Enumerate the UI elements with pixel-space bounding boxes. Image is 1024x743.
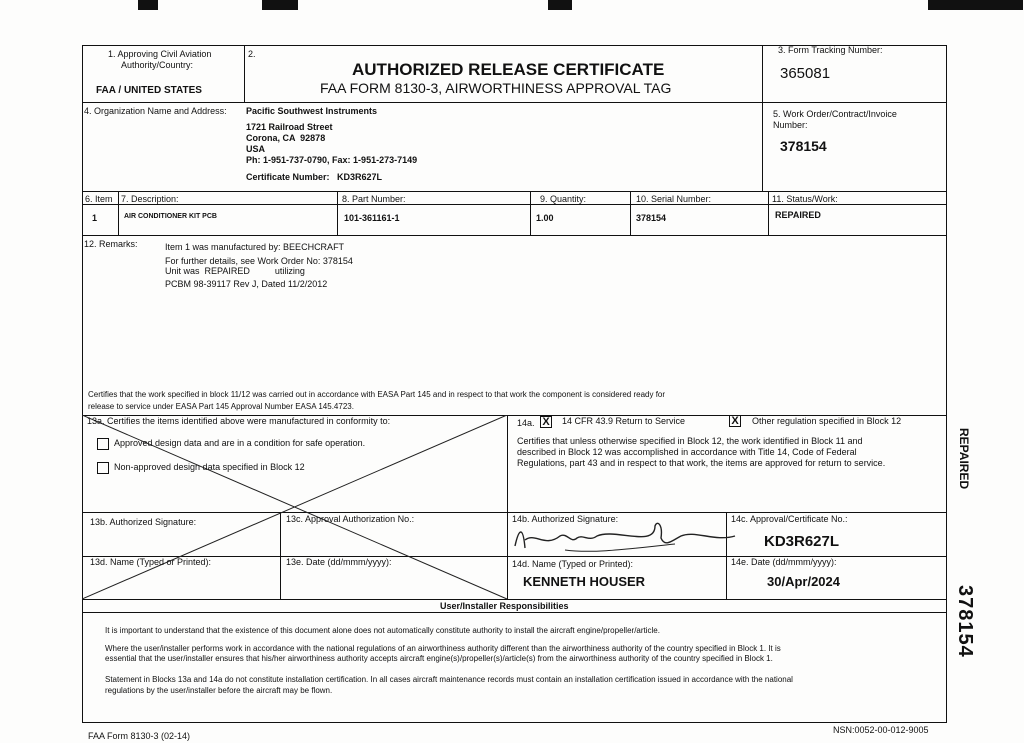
block1-label: Authority/Country:	[121, 60, 194, 70]
work-order-number: 378154	[780, 138, 827, 154]
row-status: REPAIRED	[775, 210, 821, 220]
row-description: AIR CONDITIONER KIT PCB	[124, 213, 217, 220]
page-title: AUTHORIZED RELEASE CERTIFICATE	[352, 60, 665, 79]
block1-label: 1. Approving Civil Aviation	[108, 49, 212, 59]
block13e-label: 13e. Date (dd/mmm/yyyy):	[286, 557, 392, 567]
scan-mark	[928, 0, 1023, 10]
signed-date: 30/Apr/2024	[767, 574, 840, 589]
form-id: FAA Form 8130-3 (02-14)	[88, 731, 191, 741]
row-serial: 378154	[636, 213, 667, 223]
signer-name: KENNETH HOUSER	[523, 574, 646, 589]
remarks-line: PCBM 98-39117 Rev J, Dated 11/2/2012	[165, 279, 328, 289]
nsn-number: NSN:0052-00-012-9005	[833, 725, 929, 735]
row-quantity: 1.00	[536, 213, 554, 223]
remarks-line: For further details, see Work Order No: 378154	[165, 256, 353, 266]
block13c-label: 13c. Approval Authorization No.:	[286, 514, 415, 524]
authority-country: FAA / UNITED STATES	[96, 85, 202, 96]
scan-mark	[548, 0, 572, 10]
block14a-text: Certifies that unless otherwise specified in Block 12, the work identified in Block 11 and	[517, 436, 863, 446]
approval-certificate-number: KD3R627L	[764, 533, 840, 550]
block13a-label: 13a. Certifies the items identified above were manufactured in conformity to:	[87, 416, 391, 426]
block14e-label: 14e. Date (dd/mmm/yyyy):	[731, 557, 837, 567]
org-city: Corona, CA 92878	[246, 133, 326, 143]
block13d-label: 13d. Name (Typed or Printed):	[90, 557, 212, 567]
return-to-service-label: 14 CFR 43.9 Return to Service	[562, 416, 686, 426]
scan-mark	[262, 0, 298, 10]
block14a-label: 14a.	[517, 418, 535, 428]
col-header-quantity: 9. Quantity:	[540, 194, 587, 204]
tracking-number: 365081	[780, 65, 831, 82]
block13b-label: 13b. Authorized Signature:	[90, 517, 197, 527]
remarks-line: Item 1 was manufactured by: BEECHCRAFT	[165, 242, 345, 252]
scan-mark	[138, 0, 158, 10]
col-header-item: 6. Item	[85, 194, 113, 204]
approved-design-checkbox[interactable]	[97, 438, 109, 450]
side-work-order: 378154	[954, 585, 976, 658]
row-item: 1	[92, 213, 98, 223]
col-header-serial: 10. Serial Number:	[636, 194, 712, 204]
easa-statement: Certifies that the work specified in block 11/12 was carried out in accordance with EASA Part 145 and in respect to that work the component is considered ready for	[88, 390, 666, 399]
remarks-line: Unit was REPAIRED utilizing	[165, 266, 305, 276]
block14d-label: 14d. Name (Typed or Printed):	[512, 559, 634, 569]
block14b-label: 14b. Authorized Signature:	[512, 514, 619, 524]
easa-statement: release to service under EASA Part 145 Approval Number EASA 145.4723.	[88, 402, 354, 411]
responsibilities-text: Where the user/installer performs work in accordance with the national regulations of an airworthiness authority different than the airworthiness authority of the country specified in Block 1. It is	[105, 644, 781, 653]
form-subtitle: FAA FORM 8130-3, AIRWORTHINESS APPROVAL TAG	[320, 80, 672, 96]
block14c-label: 14c. Approval/Certificate No.:	[731, 514, 848, 524]
block14a-text: described in Block 12 was accomplished in accordance with Title 14, Code of Federal	[517, 447, 857, 457]
other-regulation-checkbox[interactable]: X	[729, 415, 741, 427]
repaired-stamp: REPAIRED	[957, 428, 971, 490]
org-certificate: Certificate Number: KD3R627L	[246, 172, 383, 182]
responsibilities-text: regulations by the user/installer before the aircraft may be flown.	[105, 686, 333, 695]
block3-label: 3. Form Tracking Number:	[778, 45, 883, 55]
block5-label: 5. Work Order/Contract/Invoice	[773, 109, 897, 119]
col-header-description: 7. Description:	[121, 194, 179, 204]
org-street: 1721 Railroad Street	[246, 122, 333, 132]
signature-image	[505, 518, 755, 558]
non-approved-design-checkbox[interactable]	[97, 462, 109, 474]
block12-label: 12. Remarks:	[84, 239, 138, 249]
org-country: USA	[246, 144, 266, 154]
responsibilities-title: User/Installer Responsibilities	[440, 601, 569, 611]
org-name: Pacific Southwest Instruments	[246, 106, 378, 116]
other-regulation-label: Other regulation specified in Block 12	[752, 416, 902, 426]
responsibilities-text: Statement in Blocks 13a and 14a do not constitute installation certification. In all cases aircraft maintenance records must contain an installation certification issued in accordance with the national	[105, 675, 793, 684]
block4-label: 4. Organization Name and Address:	[84, 106, 227, 116]
col-header-status: 11. Status/Work:	[772, 194, 838, 204]
responsibilities-text: essential that the user/installer ensures that his/her airworthiness authority accepts aircraft engine(s)/propeller(s)/article(s) from the airworthiness authority of the country specified in Block 1.	[105, 654, 773, 663]
col-header-part: 8. Part Number:	[342, 194, 406, 204]
non-approved-design-label: Non-approved design data specified in Block 12	[114, 462, 305, 472]
row-part-number: 101-361161-1	[344, 213, 400, 223]
block5-label: Number:	[773, 120, 808, 130]
block14a-text: Regulations, part 43 and in respect to that work, the items are approved for return to service.	[517, 458, 886, 468]
return-to-service-checkbox[interactable]: X	[540, 416, 552, 428]
block2-label: 2.	[248, 49, 256, 59]
approved-design-label: Approved design data and are in a condition for safe operation.	[114, 438, 366, 448]
org-phone: Ph: 1-951-737-0790, Fax: 1-951-273-7149	[246, 155, 418, 165]
responsibilities-text: It is important to understand that the existence of this document alone does not automatically constitute authority to install the aircraft engine/propeller/article.	[105, 626, 660, 635]
